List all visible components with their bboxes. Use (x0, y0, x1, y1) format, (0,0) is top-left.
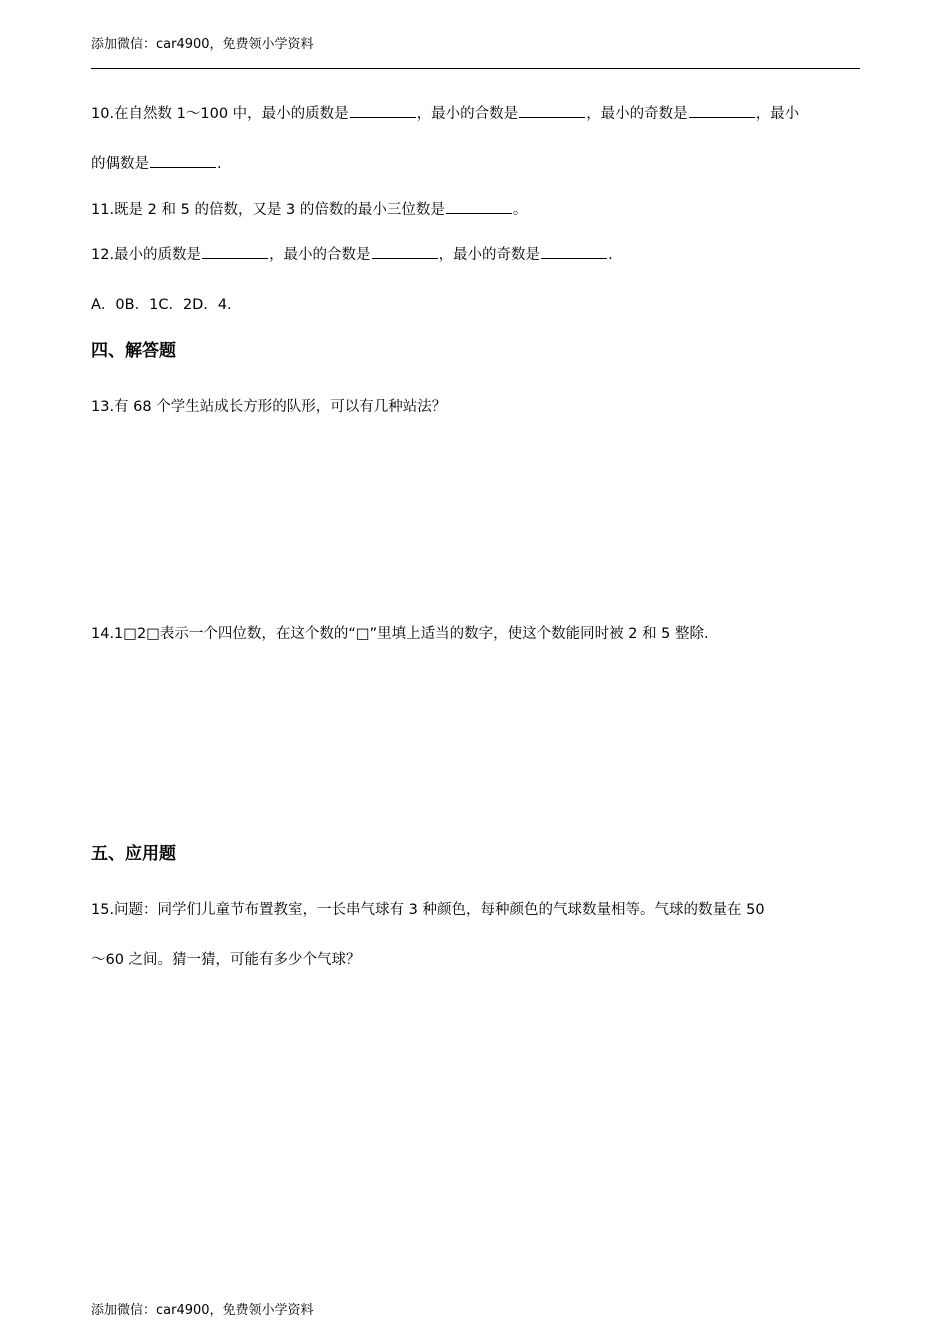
question-14: 14.1□2□表示一个四位数，在这个数的“□”里填上适当的数字，使这个数能同时被 2 和 5 整除. (91, 626, 709, 642)
q11-blank (446, 199, 512, 214)
q11-text-2: 。 (512, 202, 528, 218)
q10-blank-4 (150, 153, 216, 168)
answer-options: A．0B．1C．2D．4． (91, 297, 242, 313)
page-header: 添加微信：car4900，免费领小学资料 (91, 37, 314, 52)
q10-text-2: ，最小的合数是 (416, 106, 519, 122)
section-5-heading: 五、应用题 (91, 844, 176, 864)
q10-text-6: . (217, 156, 222, 172)
q12-blank-2 (372, 244, 438, 259)
q12-text-3: ，最小的奇数是 (438, 247, 541, 263)
question-12 (91, 244, 613, 265)
q12-text-4: . (608, 247, 613, 263)
q10-text-3: ，最小的奇数是 (586, 106, 688, 122)
question-15-line-1: 15.问题：同学们儿童节布置教室，一长串气球有 3 种颜色，每种颜色的气球数量相等。气球的数量在 50 (91, 902, 765, 918)
question-11 (91, 199, 527, 220)
question-10-line-2 (91, 153, 222, 174)
question-15-line-2: ～60 之间。猜一猜，可能有多少个气球？ (91, 952, 361, 968)
q10-blank-2 (519, 103, 585, 118)
question-13: 13.有 68 个学生站成长方形的队形，可以有几种站法？ (91, 399, 447, 415)
q12-text-1: 12.最小的质数是 (91, 247, 202, 263)
q10-text-4: ，最小 (755, 106, 800, 122)
q12-text-2: ，最小的合数是 (269, 247, 371, 263)
q12-blank-3 (541, 244, 607, 259)
q10-blank-1 (350, 103, 416, 118)
question-10-line-1 (91, 103, 799, 124)
q10-blank-3 (689, 103, 755, 118)
section-4-heading: 四、解答题 (91, 341, 176, 361)
q12-blank-1 (202, 244, 268, 259)
page-footer: 添加微信：car4900，免费领小学资料 (91, 1303, 314, 1318)
q10-text-5: 的偶数是 (91, 156, 149, 172)
header-divider (91, 68, 860, 69)
q11-text-1: 11.既是 2 和 5 的倍数，又是 3 的倍数的最小三位数是 (91, 202, 445, 218)
q10-text-1: 10.在自然数 1～100 中，最小的质数是 (91, 106, 349, 122)
